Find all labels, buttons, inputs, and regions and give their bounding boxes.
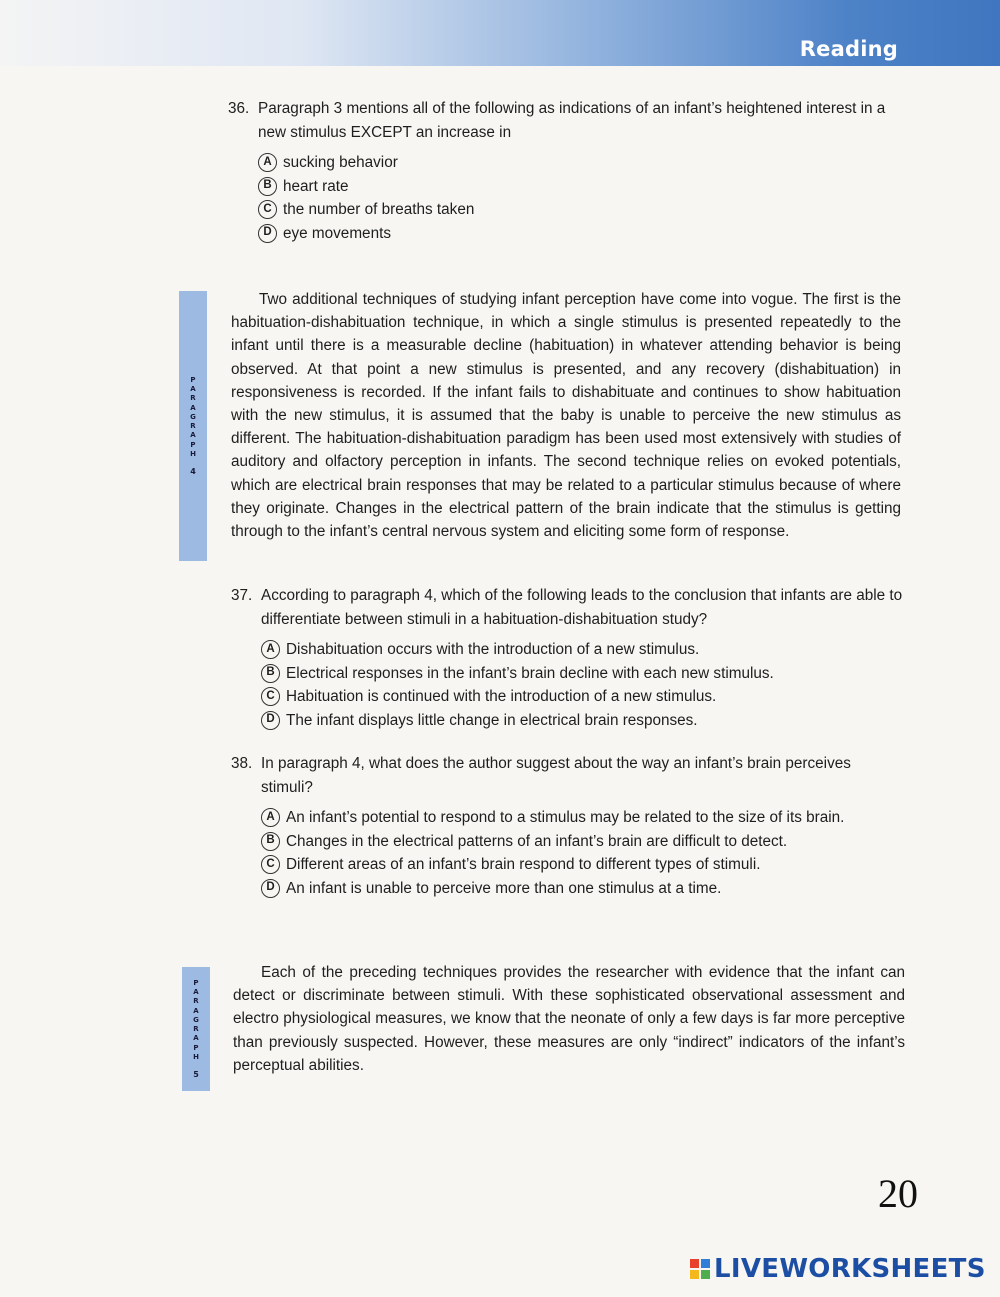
option-text: sucking behavior (283, 154, 398, 171)
answer-option-c[interactable] (261, 685, 903, 709)
question-number: 36. (228, 100, 250, 117)
answer-option-d[interactable] (261, 709, 903, 733)
option-text: Electrical responses in the infant’s brain decline with each new stimulus. (286, 664, 774, 682)
marker-letter: R (193, 1025, 199, 1034)
page-number: 20 (878, 1171, 918, 1216)
answer-option-d[interactable] (258, 222, 888, 246)
paragraph-4-text: Two additional techniques of studying infant perception have come into vogue. The first is the habituation-dishabituation technique, in which a single stimulus is presented repeatedly to the infant until there is a measurable decline (habituation) in whatever attending behavior is being observed. At that point a new stimulus is presented, and any recovery (dishabituation) in responsiveness is recorded. If the infant fails to dishabituate and continues to show habituation with the new stimulus, it is assumed that the baby is unable to perceive the new stimulus as different. The habituation-dishabituation paradigm has been used most extensively with studies of auditory and olfactory perception in infants. The second technique relies on evoked potentials, which are electrical brain responses that may be related to a particular stimulus because of where they originate. Changes in the electrical pattern of the brain indicate that the stimulus is getting through to the infant’s central nervous system and eliciting some form of response. (231, 291, 901, 541)
marker-letter: P (193, 979, 199, 988)
brand-name: LIVEWORKSHEETS (714, 1254, 986, 1284)
answer-option-c[interactable] (261, 853, 891, 877)
answer-option-c[interactable] (258, 198, 888, 222)
option-text: heart rate (283, 177, 349, 195)
option-text: Dishabituation occurs with the introduction of a new stimulus. (286, 641, 700, 658)
answer-option-b[interactable] (261, 662, 903, 686)
option-letter-b: B (261, 832, 280, 851)
section-title: Reading (799, 37, 898, 61)
option-text: Habituation is continued with the introduction of a new stimulus. (286, 688, 717, 705)
option-letter-d: D (261, 879, 280, 898)
marker-letter: R (190, 422, 196, 431)
marker-letter: A (190, 385, 196, 394)
option-letter-c: C (261, 855, 280, 874)
option-text: An infant is unable to perceive more than one stimulus at a time. (286, 879, 722, 897)
question-stem: Paragraph 3 mentions all of the following as indications of an infant’s heightened interest in a new stimulus EXCEPT an increase in (258, 100, 886, 141)
marker-letter: P (190, 376, 196, 385)
answer-options (261, 638, 903, 732)
marker-number: 5 (193, 1069, 199, 1079)
answer-options (258, 151, 888, 245)
marker-letter: A (193, 1034, 199, 1043)
answer-option-a[interactable] (261, 638, 903, 662)
answer-option-a[interactable] (258, 151, 888, 175)
marker-number: 4 (190, 466, 196, 476)
option-letter-c: C (258, 200, 277, 219)
option-letter-c: C (261, 687, 280, 706)
option-letter-b: B (258, 177, 277, 196)
paragraph-4-marker (179, 291, 207, 561)
question-stem: According to paragraph 4, which of the following leads to the conclusion that infants are able to differentiate between stimuli in a habituation-dishabituation study? (261, 587, 903, 628)
option-letter-d: D (261, 711, 280, 730)
answer-options (261, 806, 891, 900)
option-text: eye movements (283, 224, 391, 242)
question-stem: In paragraph 4, what does the author suggest about the way an infant’s brain perceives stimuli? (261, 755, 851, 796)
question-37 (231, 584, 903, 732)
option-text: An infant’s potential to respond to a stimulus may be related to the size of its brain. (286, 809, 845, 826)
paragraph-4 (231, 288, 901, 543)
answer-option-b[interactable] (261, 830, 891, 854)
question-number: 38. (231, 755, 253, 772)
marker-letter: A (190, 431, 196, 440)
option-text: Changes in the electrical patterns of an infant’s brain are difficult to detect. (286, 832, 788, 850)
paragraph-5-text: Each of the preceding techniques provides the researcher with evidence that the infant can detect or discriminate between stimuli. With these sophisticated observational assessment and electro physiological measures, we know that the neonate of only a few days is far more perceptive than previously suspected. However, these measures are only “indirect” indicators of the infant’s perceptual abilities. (233, 964, 905, 1074)
answer-option-a[interactable] (261, 806, 891, 830)
option-text: the number of breaths taken (283, 201, 475, 218)
option-text: The infant displays little change in electrical brain responses. (286, 711, 698, 729)
option-letter-a: A (261, 640, 280, 659)
paragraph-5 (233, 961, 905, 1077)
option-letter-a: A (258, 153, 277, 172)
question-38 (231, 752, 891, 900)
marker-letter: H (193, 1052, 199, 1061)
paragraph-5-marker (182, 967, 210, 1091)
option-text: Different areas of an infant’s brain respond to different types of stimuli. (286, 856, 761, 873)
marker-letter: R (193, 997, 199, 1006)
marker-letter: H (190, 449, 196, 458)
marker-letter: A (193, 988, 199, 997)
question-36 (228, 97, 888, 245)
question-number: 37. (231, 587, 253, 604)
option-letter-b: B (261, 664, 280, 683)
marker-letter: G (193, 1015, 199, 1024)
option-letter-a: A (261, 808, 280, 827)
marker-letter: P (193, 1043, 199, 1052)
marker-letter: A (190, 403, 196, 412)
marker-letter: A (193, 1006, 199, 1015)
answer-option-b[interactable] (258, 175, 888, 199)
liveworksheets-brand (690, 1254, 986, 1284)
option-letter-d: D (258, 224, 277, 243)
liveworksheets-logo-icon (690, 1259, 710, 1279)
marker-letter: G (190, 412, 196, 421)
marker-letter: R (190, 394, 196, 403)
marker-letter: P (190, 440, 196, 449)
answer-option-d[interactable] (261, 877, 891, 901)
